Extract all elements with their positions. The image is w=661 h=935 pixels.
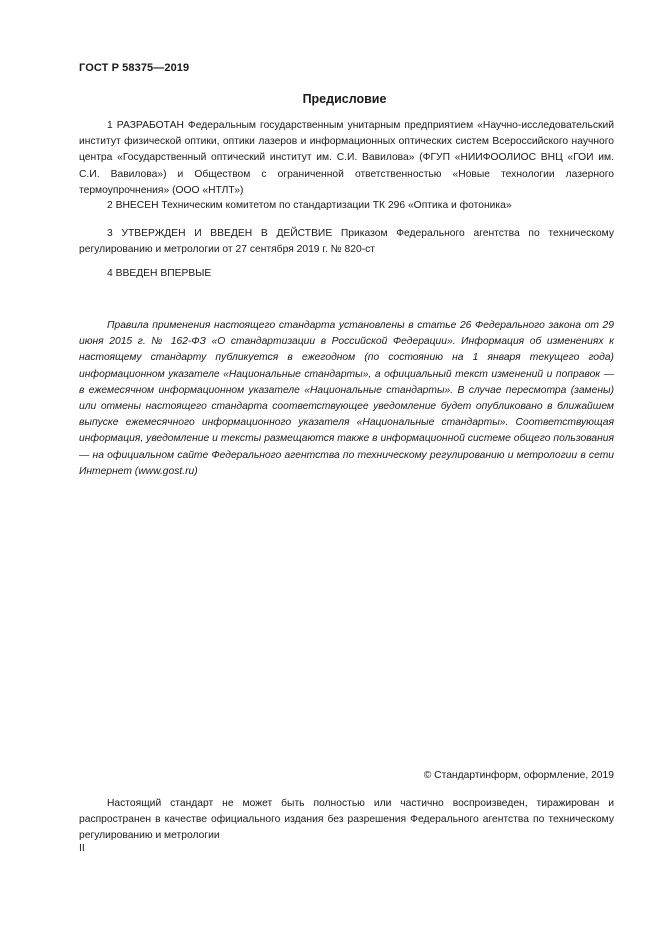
copyright-line: © Стандартинформ, оформление, 2019	[423, 770, 614, 781]
document-header: ГОСТ Р 58375—2019	[79, 62, 190, 74]
application-rules-notice: Правила применения настоящего стандарта установлены в статье 26 Федерального закона от 29 июня 2015 г. № 162-ФЗ «О стандартизации в Российской Федерации». Информация об изменениях к настоящему стандарту публикуется в ежегодном (по состоянию на 1 января текущего года) информационном указателе «Национальные стандарты», а официальный текст изменений и поправок — в ежемесячном информационном указателе «Национальные стандарты». В случае пересмотра (замены) или отмены настоящего стандарта соответствующее уведомление будет опубликовано в ближайшем выпуске ежемесячного информационного указателя «Национальные стандарты». Соответствующая информация, уведомление и тексты размещаются также в информационной системе общего пользования — на официальном сайте Федерального агентства по техническому регулированию и метрологии в сети Интернет (www.gost.ru)	[79, 320, 614, 477]
page-number: II	[79, 843, 85, 854]
foreword-item-submitted: 2 ВНЕСЕН Техническим комитетом по стандартизации ТК 296 «Оптика и фотоника»	[107, 200, 512, 211]
foreword-item-approved: 3 УТВЕРЖДЕН И ВВЕДЕН В ДЕЙСТВИЕ Приказом Федерального агентства по техническому регулированию и метрологии от 27 сентября 2019 г. № 820-ст	[79, 228, 614, 256]
reproduction-notice: Настоящий стандарт не может быть полностью или частично воспроизведен, тиражирован и распространен в качестве официального издания без разрешения Федерального агентства по техническому регулированию и метрологии	[79, 798, 614, 842]
page-title: Предисловие	[302, 92, 387, 106]
foreword-item-developed: 1 РАЗРАБОТАН Федеральным государственным унитарным предприятием «Научно-исследовательский институт физической оптики, оптики лазеров и информационных оптических систем Всероссийского научного центра «Государственный оптический институт им. С.И. Вавилова» (ФГУП «НИИФООЛИОС ВНЦ «ГОИ им. С.И. Вавилова») и Обществом с ограниченной ответственностью «Новые технологии лазерного термоупрочнения» (ООО «НТЛТ»)	[79, 120, 614, 196]
foreword-item-introduced: 4 ВВЕДЕН ВПЕРВЫЕ	[107, 268, 212, 279]
